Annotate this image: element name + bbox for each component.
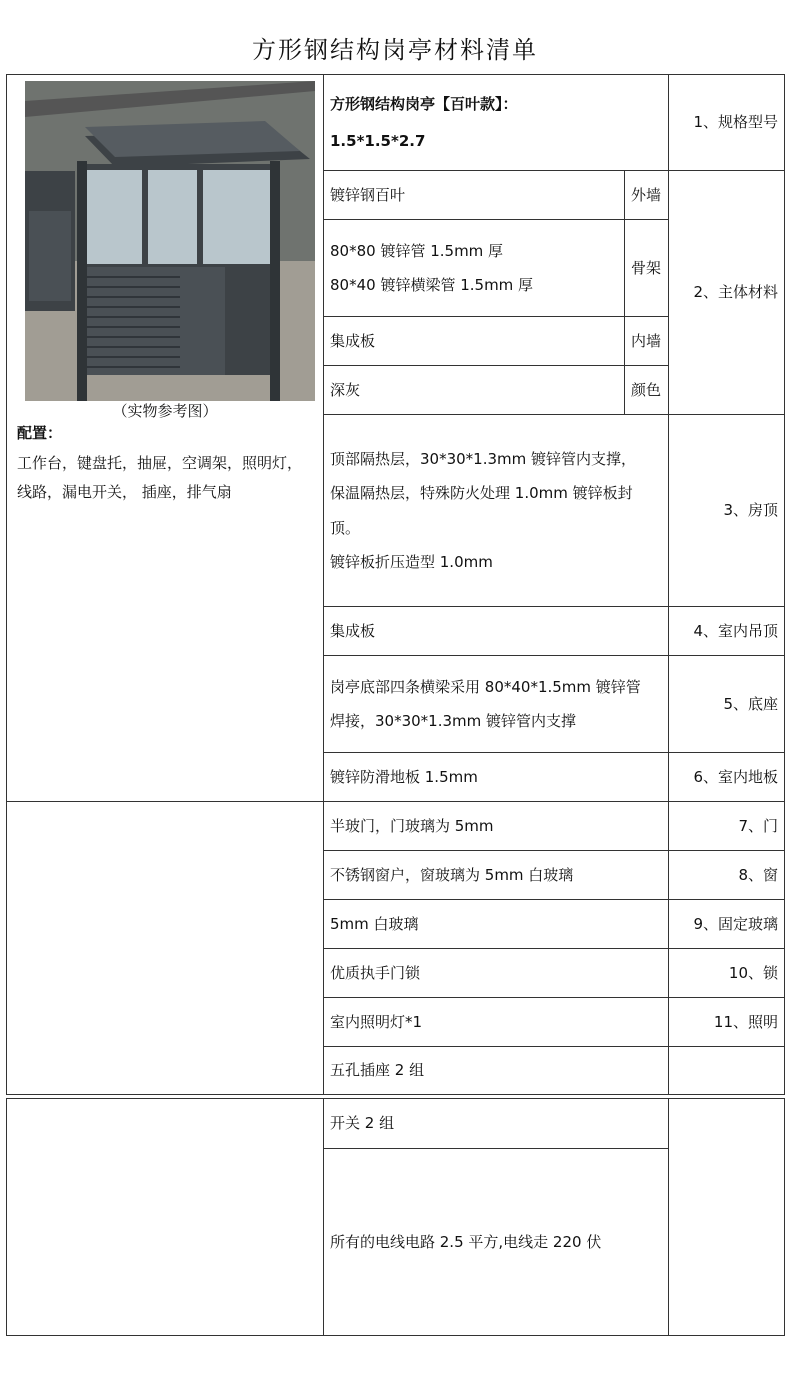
roof-line: 镀锌板折压造型 1.0mm xyxy=(330,552,493,571)
row-label: 1、规格型号 xyxy=(669,75,785,171)
guard-booth-photo xyxy=(25,81,315,401)
config-item: 工作台，键盘托，抽屉，空调架，照明灯， xyxy=(17,453,303,472)
door-value: 半玻门，门玻璃为 5mm xyxy=(324,802,669,851)
guard-booth-illustration xyxy=(25,81,315,401)
row-label: 11、照明 xyxy=(669,998,785,1047)
blank-cell xyxy=(7,802,324,1095)
row-label: 2、主体材料 xyxy=(669,171,785,415)
row-label: 5、底座 xyxy=(669,656,785,753)
row-label: 9、固定玻璃 xyxy=(669,900,785,949)
blank-cell xyxy=(669,1099,785,1336)
row-label: 10、锁 xyxy=(669,949,785,998)
reference-panel xyxy=(7,75,324,802)
row-label: 3、房顶 xyxy=(669,415,785,607)
base-value xyxy=(324,656,669,753)
materials-table-continued xyxy=(6,1098,785,1336)
frame-label: 骨架 xyxy=(625,220,669,317)
materials-table xyxy=(6,74,785,1095)
roof-line: 顶部隔热层，30*30*1.3mm 镀锌管内支撑， xyxy=(330,450,637,468)
frame-value xyxy=(324,220,625,317)
spec-value xyxy=(324,75,669,171)
photo-caption: （实物参考图） xyxy=(112,402,218,420)
base-line: 岗亭底部四条横梁采用 80*40*1.5mm 镀锌管 xyxy=(330,677,641,696)
socket-value: 五孔插座 2 组 xyxy=(324,1047,669,1095)
fixed-glass-value: 5mm 白玻璃 xyxy=(324,900,669,949)
blank-cell xyxy=(669,1047,785,1095)
base-line: 焊接，30*30*1.3mm 镀锌管内支撑 xyxy=(330,712,577,730)
spec-line: 方形钢结构岗亭【百叶款】： xyxy=(330,95,518,114)
outer-wall-value: 镀锌钢百叶 xyxy=(324,171,625,220)
inner-wall-value: 集成板 xyxy=(324,317,625,366)
window-value: 不锈钢窗户，窗玻璃为 5mm 白玻璃 xyxy=(324,851,669,900)
ceiling-value: 集成板 xyxy=(324,607,669,656)
row-label: 4、室内吊顶 xyxy=(669,607,785,656)
lighting-value: 室内照明灯*1 xyxy=(324,998,669,1047)
config-item: 线路，漏电开关， 插座，排气扇 xyxy=(17,483,232,502)
row-label: 6、室内地板 xyxy=(669,753,785,802)
inner-wall-label: 内墙 xyxy=(625,317,669,366)
roof-line: 顶。 xyxy=(330,518,361,537)
spec-line: 1.5*1.5*2.7 xyxy=(330,131,426,150)
roof-line: 保温隔热层，特殊防火处理 1.0mm 镀锌板封 xyxy=(330,484,633,503)
blank-cell xyxy=(7,1099,324,1336)
wiring-value: 所有的电线电路 2.5 平方,电线走 220 伏 xyxy=(324,1149,669,1336)
lock-value: 优质执手门锁 xyxy=(324,949,669,998)
frame-line: 80*40 镀锌横梁管 1.5mm 厚 xyxy=(330,276,534,294)
frame-line: 80*80 镀锌管 1.5mm 厚 xyxy=(330,241,504,260)
outer-wall-label: 外墙 xyxy=(625,171,669,220)
row-label: 8、窗 xyxy=(669,851,785,900)
color-label: 颜色 xyxy=(625,366,669,415)
color-value: 深灰 xyxy=(324,366,625,415)
config-label: 配置： xyxy=(17,423,63,442)
roof-value xyxy=(324,415,669,607)
row-label: 7、门 xyxy=(669,802,785,851)
switch-value: 开关 2 组 xyxy=(324,1099,669,1149)
floor-value: 镀锌防滑地板 1.5mm xyxy=(324,753,669,802)
page-title: 方形钢结构岗亭材料清单 xyxy=(252,36,538,64)
